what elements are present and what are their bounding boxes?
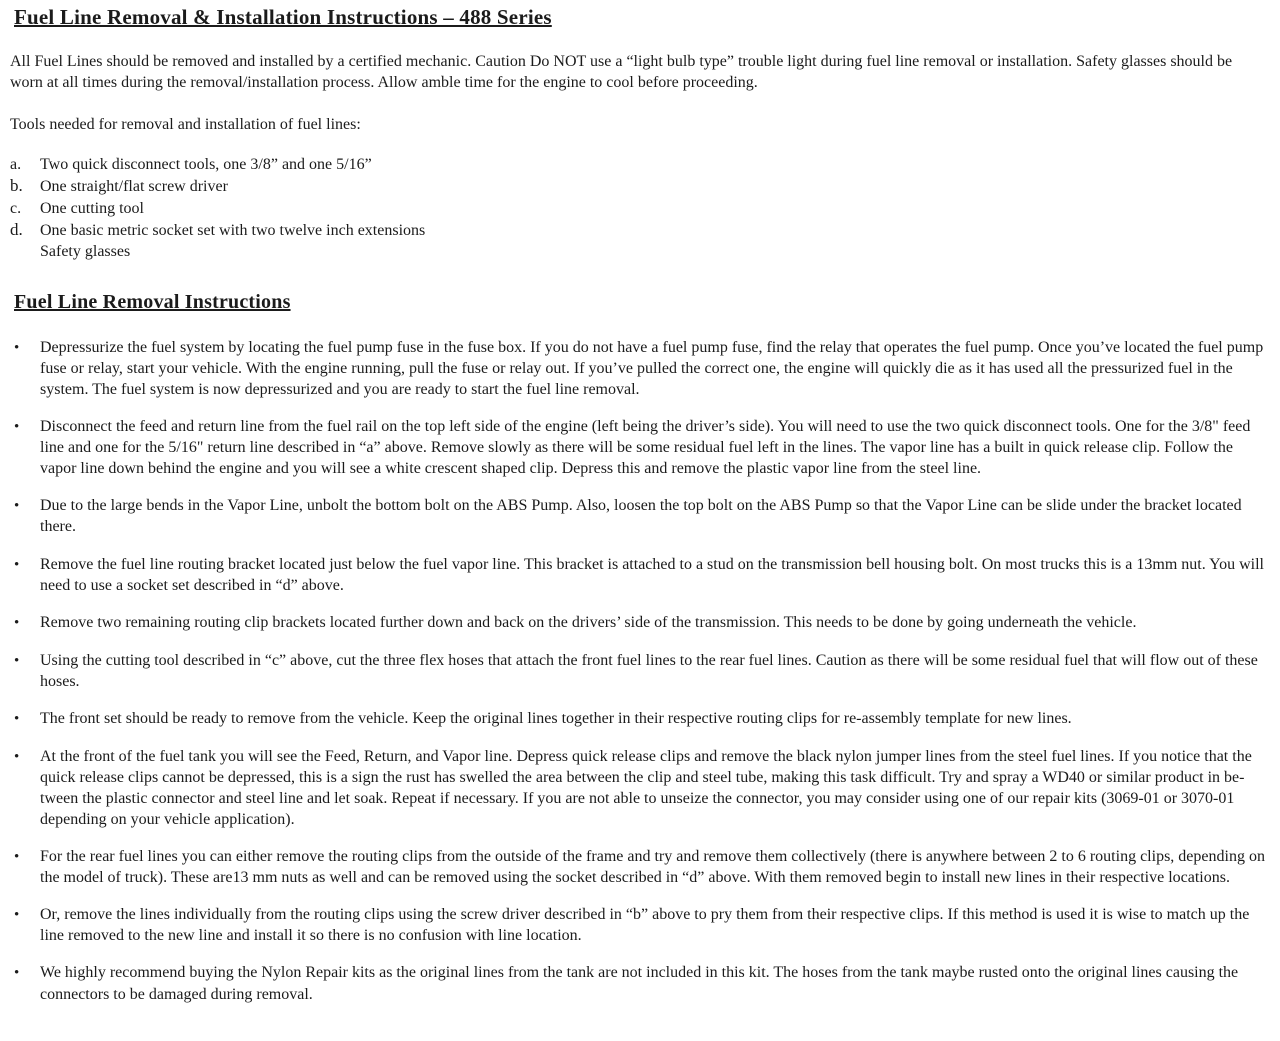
list-item-text: One basic metric socket set with two twelve inch extensions <box>40 221 426 239</box>
list-item-text: For the rear fuel lines you can either remove the routing clips from the outside of the frame and try and remove them collectively (there is anywhere between 2 to 6 routing clips, depending on the model of truck). These are13 mm nuts as well and can be removed using the socket described in “d” above. With them removed begin to install new lines in their respective locations. <box>40 847 1265 887</box>
list-item <box>14 650 1267 692</box>
list-item <box>10 219 1267 241</box>
list-item <box>14 746 1267 830</box>
tools-list <box>10 154 1267 262</box>
list-item-text: Remove two remaining routing clip brackets located further down and back on the drivers’ side of the transmission. This needs to be done by going underneath the vehicle. <box>40 613 1137 631</box>
bullet-icon: • <box>14 556 20 573</box>
list-item-text: Two quick disconnect tools, one 3/8” and one 5/16” <box>40 156 372 174</box>
list-marker: a. <box>10 156 22 174</box>
list-item-text: At the front of the fuel tank you will see the Feed, Return, and Vapor line. Depress quick release clips and remove the black nylon jumper lines from the steel fuel lines. If you notice that the quick release clips cannot be depressed, this is a sign the rust has swelled the area between the clip and steel tube, making this task difficult. Try and spray a WD40 or similar product in be-tween the plastic connector and steel line and let soak. Repeat if necessary. If you are not able to unseize the connector, you may consider using one of our repair kits (3069-01 or 3070-01 depending on your vehicle application). <box>40 747 1252 828</box>
list-marker: b. <box>10 176 23 196</box>
list-marker: d. <box>10 219 23 239</box>
list-item <box>14 904 1267 946</box>
list-item-text: Depressurize the fuel system by locating the fuel pump fuse in the fuse box. If you do not have a fuel pump fuse, find the relay that operates the fuel pump. Once you’ve located the fuel pump fuse or relay, start your vehicle. With the engine running, pull the fuse or relay out. If you’ve pulled the correct one, the engine will quickly die as it has used all the pressurized fuel in the system. The fuel system is now depressurized and you are ready to start the fuel line removal. <box>40 338 1264 398</box>
list-item-continuation: Safety glasses <box>40 243 131 261</box>
list-item-text: Due to the large bends in the Vapor Line, unbolt the bottom bolt on the ABS Pump. Also, loosen the top bolt on the ABS Pump so that the Vapor Line can be slide under the bracket located there. <box>40 497 1242 536</box>
list-item <box>10 154 1267 175</box>
list-item-text: One straight/flat screw driver <box>40 178 228 196</box>
bullet-icon: • <box>14 907 20 924</box>
list-item-text: Or, remove the lines individually from the routing clips using the screw driver described in “b” above to pry them from their respective clips. If this method is used it is wise to match up the line removed to the new line and install it so there is no confusion with line location. <box>40 906 1250 945</box>
list-item <box>14 846 1267 888</box>
bullet-icon: • <box>14 652 20 669</box>
list-item <box>10 198 1267 219</box>
section-heading: Fuel Line Removal Instructions <box>14 291 291 314</box>
list-item-text: One cutting tool <box>40 199 144 217</box>
bullet-icon: • <box>14 339 20 356</box>
bullet-icon: • <box>14 965 20 982</box>
list-item <box>14 708 1267 730</box>
list-item <box>14 554 1267 596</box>
list-item-text: The front set should be ready to remove from the vehicle. Keep the original lines together in their respective routing clips for re-assembly template for new lines. <box>40 709 1072 727</box>
bullet-icon: • <box>14 748 20 765</box>
tools-intro-line: Tools needed for removal and installation of fuel lines: <box>10 115 361 133</box>
instructions-list <box>10 337 1267 1005</box>
list-item <box>14 337 1267 400</box>
bullet-icon: • <box>14 498 20 515</box>
intro-paragraph: All Fuel Lines should be removed and installed by a certified mechanic. Caution Do NOT use a “light bulb type” trouble light during fuel line removal or installation. Safety glasses should be worn at all times during the removal/installation process. Allow amble time for the engine to cool before proceeding. <box>10 52 1233 91</box>
list-item <box>14 495 1267 537</box>
list-marker: c. <box>10 199 22 217</box>
list-item <box>14 416 1267 479</box>
bullet-icon: • <box>14 418 20 435</box>
page-title: Fuel Line Removal & Installation Instructions – 488 Series <box>14 5 552 29</box>
list-item-text: Disconnect the feed and return line from the fuel rail on the top left side of the engine (left being the driver’s side). You will need to use the two quick disconnect tools. One for the 3/8" feed line and one for the 5/16" return line described in “a” above. Remove slowly as there will be some residual fuel left in the lines. The vapor line has a built in quick release clip. Follow the vapor line down behind the engine and you will see a white crescent shaped clip. Depress this and remove the plastic vapor line from the steel line. <box>40 417 1251 478</box>
list-item-text: Using the cutting tool described in “c” above, cut the three flex hoses that attach the front fuel lines to the rear fuel lines. Caution as there will be some residual fuel that will flow out of these hoses. <box>40 651 1258 690</box>
list-item <box>14 612 1267 634</box>
list-item <box>14 962 1267 1004</box>
list-item <box>10 175 1267 197</box>
bullet-icon: • <box>14 614 20 631</box>
list-item-text: Remove the fuel line routing bracket located just below the fuel vapor line. This bracket is attached to a stud on the transmission bell housing bolt. On most trucks this is a 13mm nut. You will need to use a socket set described in “d” above. <box>40 555 1264 594</box>
bullet-icon: • <box>14 848 20 865</box>
bullet-icon: • <box>14 710 20 727</box>
list-item-text: We highly recommend buying the Nylon Repair kits as the original lines from the tank are not included in this kit. The hoses from the tank maybe rusted onto the original lines causing the connectors to be damaged during removal. <box>40 964 1239 1003</box>
